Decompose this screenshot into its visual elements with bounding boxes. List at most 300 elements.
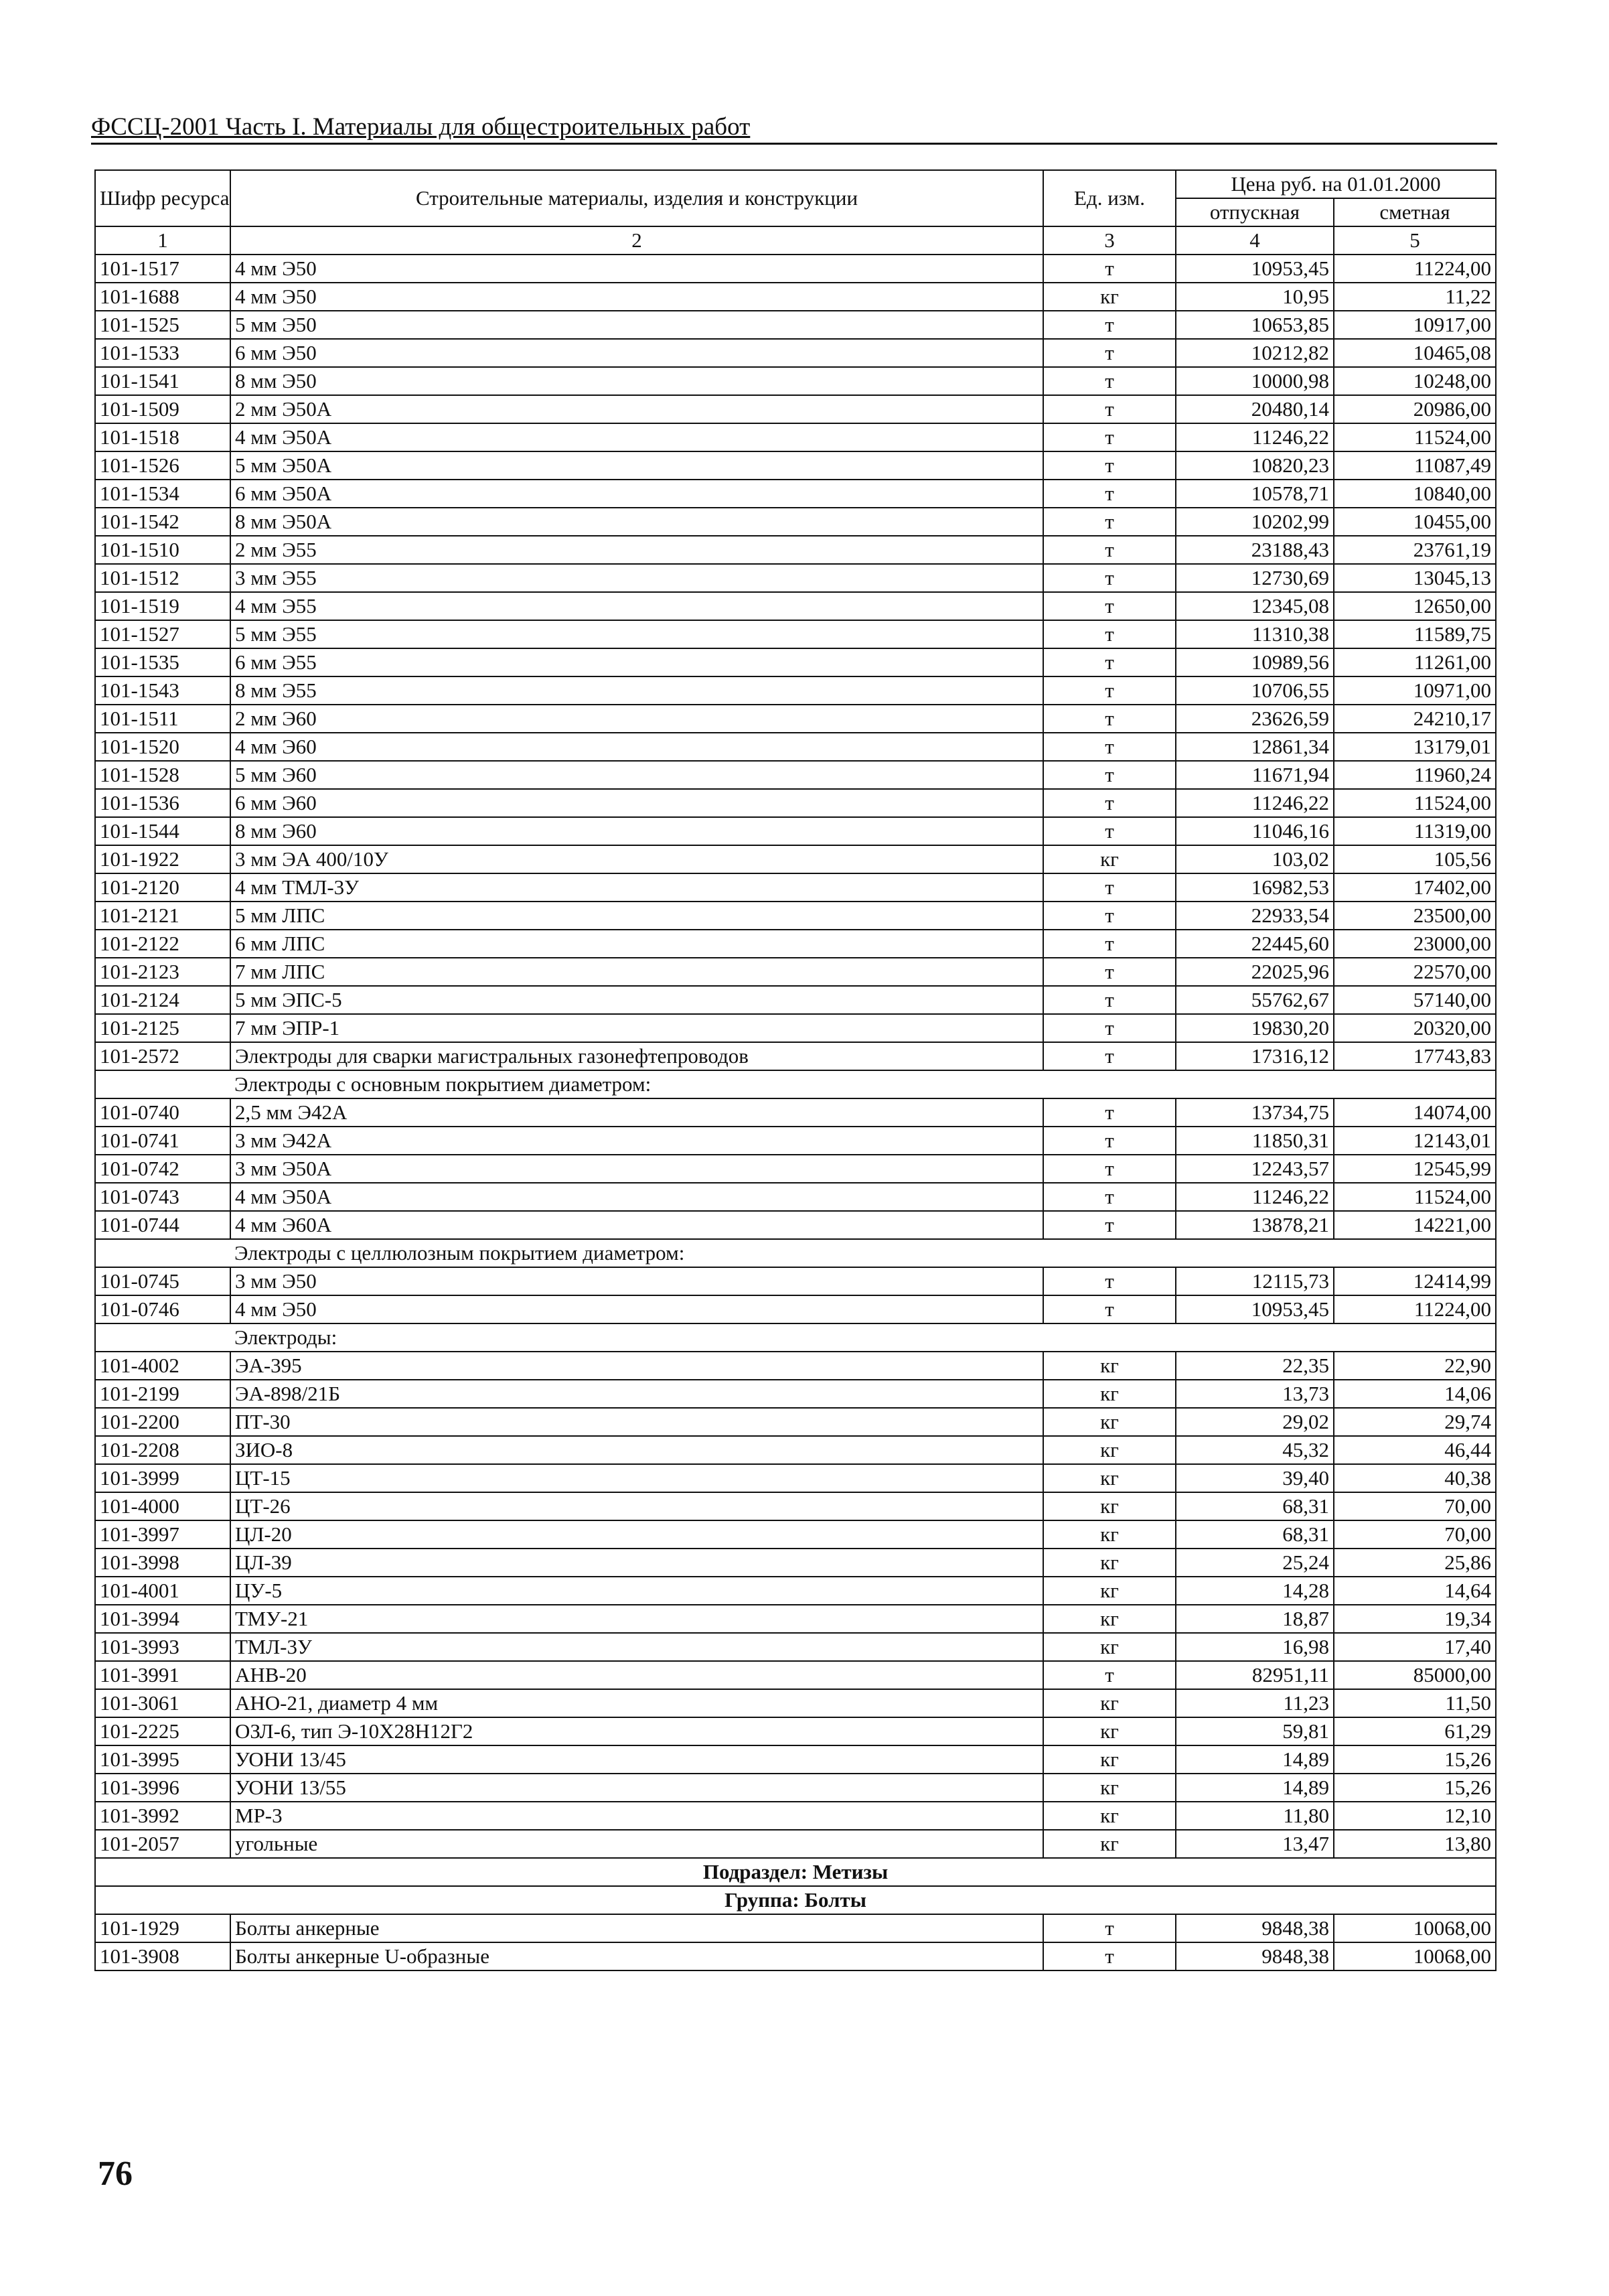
estimate-price: 10068,00 xyxy=(1334,1914,1496,1942)
material-name: МР-3 xyxy=(230,1802,1043,1830)
group-heading-row xyxy=(95,1886,1496,1914)
resource-code: 101-1688 xyxy=(95,283,230,311)
unit-cell: т xyxy=(1043,676,1176,705)
unit-cell: т xyxy=(1043,536,1176,564)
material-name: 6 мм Э50 xyxy=(230,339,1043,367)
material-name: 4 мм Э60А xyxy=(230,1211,1043,1239)
resource-code: 101-4001 xyxy=(95,1577,230,1605)
release-price: 10989,56 xyxy=(1176,648,1334,676)
release-price: 10653,85 xyxy=(1176,311,1334,339)
estimate-price: 10248,00 xyxy=(1334,367,1496,395)
material-name: 2 мм Э50А xyxy=(230,395,1043,423)
section-heading-row xyxy=(95,1858,1496,1886)
unit-cell: т xyxy=(1043,1098,1176,1127)
release-price: 11246,22 xyxy=(1176,1183,1334,1211)
unit-cell: кг xyxy=(1043,1492,1176,1520)
material-name: 4 мм Э50А xyxy=(230,1183,1043,1211)
table-row xyxy=(95,1549,1496,1577)
resource-code: 101-1541 xyxy=(95,367,230,395)
resource-code: 101-1517 xyxy=(95,255,230,283)
table-row xyxy=(95,648,1496,676)
estimate-price: 12143,01 xyxy=(1334,1127,1496,1155)
unit-cell: т xyxy=(1043,480,1176,508)
resource-code: 101-1536 xyxy=(95,789,230,817)
material-name: 7 мм ЛПС xyxy=(230,958,1043,986)
resource-code: 101-1520 xyxy=(95,733,230,761)
col-unit-header: Ед. изм. xyxy=(1043,170,1176,226)
unit-cell: т xyxy=(1043,789,1176,817)
subheading-text: Электроды с основным покрытием диаметром: xyxy=(230,1070,1496,1098)
table-row xyxy=(95,1633,1496,1661)
resource-code: 101-0746 xyxy=(95,1295,230,1323)
estimate-price: 12650,00 xyxy=(1334,592,1496,620)
estimate-price: 70,00 xyxy=(1334,1520,1496,1549)
unit-cell: т xyxy=(1043,1042,1176,1070)
material-name: 3 мм Э50 xyxy=(230,1267,1043,1295)
col-num-3: 3 xyxy=(1043,226,1176,255)
unit-cell: т xyxy=(1043,620,1176,648)
empty-code-cell xyxy=(95,1323,230,1352)
resource-code: 101-0741 xyxy=(95,1127,230,1155)
estimate-price: 40,38 xyxy=(1334,1464,1496,1492)
estimate-price: 10455,00 xyxy=(1334,508,1496,536)
estimate-price: 10465,08 xyxy=(1334,339,1496,367)
material-name: АНО-21, диаметр 4 мм xyxy=(230,1689,1043,1717)
table-row xyxy=(95,1464,1496,1492)
resource-code: 101-2122 xyxy=(95,930,230,958)
estimate-price: 14,06 xyxy=(1334,1380,1496,1408)
release-price: 22025,96 xyxy=(1176,958,1334,986)
estimate-price: 25,86 xyxy=(1334,1549,1496,1577)
table-row xyxy=(95,1267,1496,1295)
resource-code: 101-2208 xyxy=(95,1436,230,1464)
estimate-price: 11261,00 xyxy=(1334,648,1496,676)
release-price: 14,89 xyxy=(1176,1745,1334,1774)
unit-cell: кг xyxy=(1043,1774,1176,1802)
resource-code: 101-3996 xyxy=(95,1774,230,1802)
release-price: 10953,45 xyxy=(1176,255,1334,283)
material-name: 5 мм ЛПС xyxy=(230,902,1043,930)
resource-code: 101-1528 xyxy=(95,761,230,789)
release-price: 11246,22 xyxy=(1176,789,1334,817)
release-price: 55762,67 xyxy=(1176,986,1334,1014)
material-name: ТМЛ-3У xyxy=(230,1633,1043,1661)
material-name: 3 мм ЭА 400/10У xyxy=(230,845,1043,873)
estimate-price: 105,56 xyxy=(1334,845,1496,873)
table-row xyxy=(95,423,1496,451)
table-row xyxy=(95,1436,1496,1464)
unit-cell: кг xyxy=(1043,1605,1176,1633)
unit-cell: кг xyxy=(1043,1352,1176,1380)
table-row xyxy=(95,1042,1496,1070)
unit-cell: т xyxy=(1043,1295,1176,1323)
release-price: 10000,98 xyxy=(1176,367,1334,395)
table-row xyxy=(95,1830,1496,1858)
estimate-price: 14,64 xyxy=(1334,1577,1496,1605)
material-name: ПТ-30 xyxy=(230,1408,1043,1436)
table-row xyxy=(95,705,1496,733)
table-row xyxy=(95,761,1496,789)
col-code-header: Шифр ресурса xyxy=(95,170,230,226)
resource-code: 101-1510 xyxy=(95,536,230,564)
table-row xyxy=(95,508,1496,536)
resource-code: 101-0744 xyxy=(95,1211,230,1239)
material-name: 3 мм Э50А xyxy=(230,1155,1043,1183)
release-price: 23188,43 xyxy=(1176,536,1334,564)
unit-cell: т xyxy=(1043,1014,1176,1042)
unit-cell: т xyxy=(1043,423,1176,451)
table-row xyxy=(95,1183,1496,1211)
unit-cell: кг xyxy=(1043,1577,1176,1605)
table-row xyxy=(95,1098,1496,1127)
resource-code: 101-1512 xyxy=(95,564,230,592)
estimate-price: 17,40 xyxy=(1334,1633,1496,1661)
unit-cell: т xyxy=(1043,255,1176,283)
unit-cell: т xyxy=(1043,1914,1176,1942)
table-row xyxy=(95,1352,1496,1380)
table-row xyxy=(95,1380,1496,1408)
table-row xyxy=(95,902,1496,930)
table-row xyxy=(95,789,1496,817)
unit-cell: кг xyxy=(1043,1408,1176,1436)
table-row xyxy=(95,564,1496,592)
resource-code: 101-3908 xyxy=(95,1942,230,1970)
resource-code: 101-4000 xyxy=(95,1492,230,1520)
unit-cell: т xyxy=(1043,564,1176,592)
resource-code: 101-2572 xyxy=(95,1042,230,1070)
subheading-text: Электроды с целлюлозным покрытием диаметром: xyxy=(230,1239,1496,1267)
table-row xyxy=(95,1014,1496,1042)
table-row xyxy=(95,1774,1496,1802)
unit-cell: т xyxy=(1043,648,1176,676)
estimate-price: 23761,19 xyxy=(1334,536,1496,564)
resource-code: 101-3999 xyxy=(95,1464,230,1492)
resource-code: 101-2200 xyxy=(95,1408,230,1436)
table-row xyxy=(95,1577,1496,1605)
estimate-price: 11224,00 xyxy=(1334,255,1496,283)
release-price: 68,31 xyxy=(1176,1520,1334,1549)
resource-code: 101-1929 xyxy=(95,1914,230,1942)
unit-cell: кг xyxy=(1043,1802,1176,1830)
estimate-price: 12414,99 xyxy=(1334,1267,1496,1295)
release-price: 16,98 xyxy=(1176,1633,1334,1661)
table-row xyxy=(95,451,1496,480)
release-price: 10202,99 xyxy=(1176,508,1334,536)
resource-code: 101-0745 xyxy=(95,1267,230,1295)
table-row xyxy=(95,817,1496,845)
estimate-price: 20986,00 xyxy=(1334,395,1496,423)
table-row xyxy=(95,1717,1496,1745)
estimate-price: 10840,00 xyxy=(1334,480,1496,508)
unit-cell: т xyxy=(1043,958,1176,986)
unit-cell: т xyxy=(1043,1211,1176,1239)
table-row xyxy=(95,480,1496,508)
estimate-price: 11,50 xyxy=(1334,1689,1496,1717)
unit-cell: т xyxy=(1043,1661,1176,1689)
estimate-price: 29,74 xyxy=(1334,1408,1496,1436)
estimate-price: 19,34 xyxy=(1334,1605,1496,1633)
resource-code: 101-1526 xyxy=(95,451,230,480)
unit-cell: кг xyxy=(1043,1549,1176,1577)
release-price: 20480,14 xyxy=(1176,395,1334,423)
resource-code: 101-1543 xyxy=(95,676,230,705)
release-price: 14,89 xyxy=(1176,1774,1334,1802)
table-row xyxy=(95,592,1496,620)
material-name: ЗИО-8 xyxy=(230,1436,1043,1464)
estimate-price: 14221,00 xyxy=(1334,1211,1496,1239)
release-price: 12345,08 xyxy=(1176,592,1334,620)
unit-cell: кг xyxy=(1043,283,1176,311)
col-price-estimate-header: сметная xyxy=(1334,198,1496,226)
release-price: 11246,22 xyxy=(1176,423,1334,451)
material-name: 4 мм ТМЛ-3У xyxy=(230,873,1043,902)
table-row xyxy=(95,620,1496,648)
empty-code-cell xyxy=(95,1070,230,1098)
table-row xyxy=(95,367,1496,395)
release-price: 16982,53 xyxy=(1176,873,1334,902)
resource-code: 101-2121 xyxy=(95,902,230,930)
release-price: 13,47 xyxy=(1176,1830,1334,1858)
material-name: АНВ-20 xyxy=(230,1661,1043,1689)
material-name: 4 мм Э55 xyxy=(230,592,1043,620)
table-row xyxy=(95,1295,1496,1323)
release-price: 22445,60 xyxy=(1176,930,1334,958)
material-name: 8 мм Э50 xyxy=(230,367,1043,395)
table-row xyxy=(95,283,1496,311)
unit-cell: т xyxy=(1043,817,1176,845)
estimate-price: 15,26 xyxy=(1334,1745,1496,1774)
table-row xyxy=(95,986,1496,1014)
page-number: 76 xyxy=(98,2155,133,2193)
material-name: 6 мм Э60 xyxy=(230,789,1043,817)
resource-code: 101-1922 xyxy=(95,845,230,873)
material-name: 4 мм Э50 xyxy=(230,255,1043,283)
material-name: 5 мм Э55 xyxy=(230,620,1043,648)
material-name: УОНИ 13/45 xyxy=(230,1745,1043,1774)
column-number-row xyxy=(95,226,1496,255)
release-price: 11850,31 xyxy=(1176,1127,1334,1155)
material-name: 6 мм ЛПС xyxy=(230,930,1043,958)
estimate-price: 23500,00 xyxy=(1334,902,1496,930)
material-name: 2,5 мм Э42А xyxy=(230,1098,1043,1127)
release-price: 11310,38 xyxy=(1176,620,1334,648)
table-row xyxy=(95,536,1496,564)
release-price: 39,40 xyxy=(1176,1464,1334,1492)
resource-code: 101-3995 xyxy=(95,1745,230,1774)
material-name: 4 мм Э50 xyxy=(230,283,1043,311)
release-price: 10578,71 xyxy=(1176,480,1334,508)
resource-code: 101-1525 xyxy=(95,311,230,339)
material-name: 8 мм Э50А xyxy=(230,508,1043,536)
resource-code: 101-1527 xyxy=(95,620,230,648)
release-price: 45,32 xyxy=(1176,1436,1334,1464)
release-price: 9848,38 xyxy=(1176,1942,1334,1970)
col-num-5: 5 xyxy=(1334,226,1496,255)
unit-cell: т xyxy=(1043,1942,1176,1970)
release-price: 82951,11 xyxy=(1176,1661,1334,1689)
release-price: 12861,34 xyxy=(1176,733,1334,761)
material-name: угольные xyxy=(230,1830,1043,1858)
release-price: 17316,12 xyxy=(1176,1042,1334,1070)
table-row xyxy=(95,1155,1496,1183)
material-name: 4 мм Э50 xyxy=(230,1295,1043,1323)
material-name: УОНИ 13/55 xyxy=(230,1774,1043,1802)
table-row xyxy=(95,339,1496,367)
material-name: 4 мм Э60 xyxy=(230,733,1043,761)
estimate-price: 14074,00 xyxy=(1334,1098,1496,1127)
table-row xyxy=(95,1914,1496,1942)
unit-cell: кг xyxy=(1043,1633,1176,1661)
release-price: 11046,16 xyxy=(1176,817,1334,845)
estimate-price: 11524,00 xyxy=(1334,789,1496,817)
release-price: 10820,23 xyxy=(1176,451,1334,480)
material-name: 3 мм Э42А xyxy=(230,1127,1043,1155)
resource-code: 101-1535 xyxy=(95,648,230,676)
resource-code: 101-3997 xyxy=(95,1520,230,1549)
estimate-price: 24210,17 xyxy=(1334,705,1496,733)
estimate-price: 10917,00 xyxy=(1334,311,1496,339)
unit-cell: т xyxy=(1043,705,1176,733)
release-price: 59,81 xyxy=(1176,1717,1334,1745)
resource-code: 101-3992 xyxy=(95,1802,230,1830)
resource-code: 101-1533 xyxy=(95,339,230,367)
running-header: ФССЦ-2001 Часть I. Материалы для общестроительных работ xyxy=(91,113,751,141)
table-row xyxy=(95,1689,1496,1717)
table-row xyxy=(95,1492,1496,1520)
table-row xyxy=(95,958,1496,986)
release-price: 11,23 xyxy=(1176,1689,1334,1717)
resource-code: 101-1542 xyxy=(95,508,230,536)
table-row xyxy=(95,395,1496,423)
unit-cell: т xyxy=(1043,1267,1176,1295)
table-row xyxy=(95,1745,1496,1774)
table-row xyxy=(95,1211,1496,1239)
material-name: ЦТ-15 xyxy=(230,1464,1043,1492)
material-name: 2 мм Э60 xyxy=(230,705,1043,733)
estimate-price: 11224,00 xyxy=(1334,1295,1496,1323)
table-row xyxy=(95,676,1496,705)
estimate-price: 23000,00 xyxy=(1334,930,1496,958)
release-price: 14,28 xyxy=(1176,1577,1334,1605)
resource-code: 101-0740 xyxy=(95,1098,230,1127)
unit-cell: т xyxy=(1043,986,1176,1014)
unit-cell: кг xyxy=(1043,1745,1176,1774)
release-price: 29,02 xyxy=(1176,1408,1334,1436)
table-row xyxy=(95,311,1496,339)
table-row xyxy=(95,1127,1496,1155)
unit-cell: кг xyxy=(1043,845,1176,873)
price-table xyxy=(94,169,1497,1971)
material-name: 8 мм Э55 xyxy=(230,676,1043,705)
group-heading: Группа: Болты xyxy=(95,1886,1496,1914)
estimate-price: 13045,13 xyxy=(1334,564,1496,592)
table-row xyxy=(95,1605,1496,1633)
table-header-row xyxy=(95,170,1496,198)
estimate-price: 12545,99 xyxy=(1334,1155,1496,1183)
table-row xyxy=(95,1408,1496,1436)
estimate-price: 17402,00 xyxy=(1334,873,1496,902)
unit-cell: т xyxy=(1043,1155,1176,1183)
material-name: ЭА-898/21Б xyxy=(230,1380,1043,1408)
unit-cell: т xyxy=(1043,339,1176,367)
release-price: 12730,69 xyxy=(1176,564,1334,592)
estimate-price: 11524,00 xyxy=(1334,1183,1496,1211)
release-price: 9848,38 xyxy=(1176,1914,1334,1942)
material-name: 6 мм Э50А xyxy=(230,480,1043,508)
material-name: Электроды для сварки магистральных газонефтепроводов xyxy=(230,1042,1043,1070)
release-price: 68,31 xyxy=(1176,1492,1334,1520)
subheading-text: Электроды: xyxy=(230,1323,1496,1352)
release-price: 11671,94 xyxy=(1176,761,1334,789)
estimate-price: 46,44 xyxy=(1334,1436,1496,1464)
unit-cell: кг xyxy=(1043,1436,1176,1464)
material-name: Болты анкерные U-образные xyxy=(230,1942,1043,1970)
col-num-2: 2 xyxy=(230,226,1043,255)
resource-code: 101-2123 xyxy=(95,958,230,986)
resource-code: 101-3994 xyxy=(95,1605,230,1633)
unit-cell: т xyxy=(1043,508,1176,536)
unit-cell: т xyxy=(1043,367,1176,395)
release-price: 23626,59 xyxy=(1176,705,1334,733)
table-row xyxy=(95,1802,1496,1830)
material-name: 2 мм Э55 xyxy=(230,536,1043,564)
release-price: 22933,54 xyxy=(1176,902,1334,930)
material-name: ОЗЛ-6, тип Э-10Х28Н12Г2 xyxy=(230,1717,1043,1745)
estimate-price: 57140,00 xyxy=(1334,986,1496,1014)
unit-cell: т xyxy=(1043,761,1176,789)
resource-code: 101-3998 xyxy=(95,1549,230,1577)
resource-code: 101-1519 xyxy=(95,592,230,620)
release-price: 13734,75 xyxy=(1176,1098,1334,1127)
material-name: 5 мм ЭПС-5 xyxy=(230,986,1043,1014)
unit-cell: т xyxy=(1043,1127,1176,1155)
material-name: Болты анкерные xyxy=(230,1914,1043,1942)
material-name: 4 мм Э50А xyxy=(230,423,1043,451)
unit-cell: кг xyxy=(1043,1689,1176,1717)
estimate-price: 22,90 xyxy=(1334,1352,1496,1380)
estimate-price: 13,80 xyxy=(1334,1830,1496,1858)
estimate-price: 17743,83 xyxy=(1334,1042,1496,1070)
resource-code: 101-2120 xyxy=(95,873,230,902)
estimate-price: 12,10 xyxy=(1334,1802,1496,1830)
table-row xyxy=(95,1661,1496,1689)
material-name: 5 мм Э50 xyxy=(230,311,1043,339)
material-name: ЦЛ-39 xyxy=(230,1549,1043,1577)
table-row xyxy=(95,845,1496,873)
resource-code: 101-0742 xyxy=(95,1155,230,1183)
estimate-price: 15,26 xyxy=(1334,1774,1496,1802)
header-rule xyxy=(91,143,1497,145)
table-row xyxy=(95,930,1496,958)
subheading-row xyxy=(95,1070,1496,1098)
table-row xyxy=(95,733,1496,761)
unit-cell: кг xyxy=(1043,1464,1176,1492)
unit-cell: т xyxy=(1043,311,1176,339)
resource-code: 101-1534 xyxy=(95,480,230,508)
material-name: ЦТ-26 xyxy=(230,1492,1043,1520)
estimate-price: 11,22 xyxy=(1334,283,1496,311)
subheading-row xyxy=(95,1323,1496,1352)
release-price: 22,35 xyxy=(1176,1352,1334,1380)
material-name: 8 мм Э60 xyxy=(230,817,1043,845)
release-price: 12243,57 xyxy=(1176,1155,1334,1183)
unit-cell: т xyxy=(1043,930,1176,958)
col-price-header: Цена руб. на 01.01.2000 xyxy=(1176,170,1496,198)
estimate-price: 85000,00 xyxy=(1334,1661,1496,1689)
release-price: 10212,82 xyxy=(1176,339,1334,367)
resource-code: 101-2225 xyxy=(95,1717,230,1745)
estimate-price: 13179,01 xyxy=(1334,733,1496,761)
